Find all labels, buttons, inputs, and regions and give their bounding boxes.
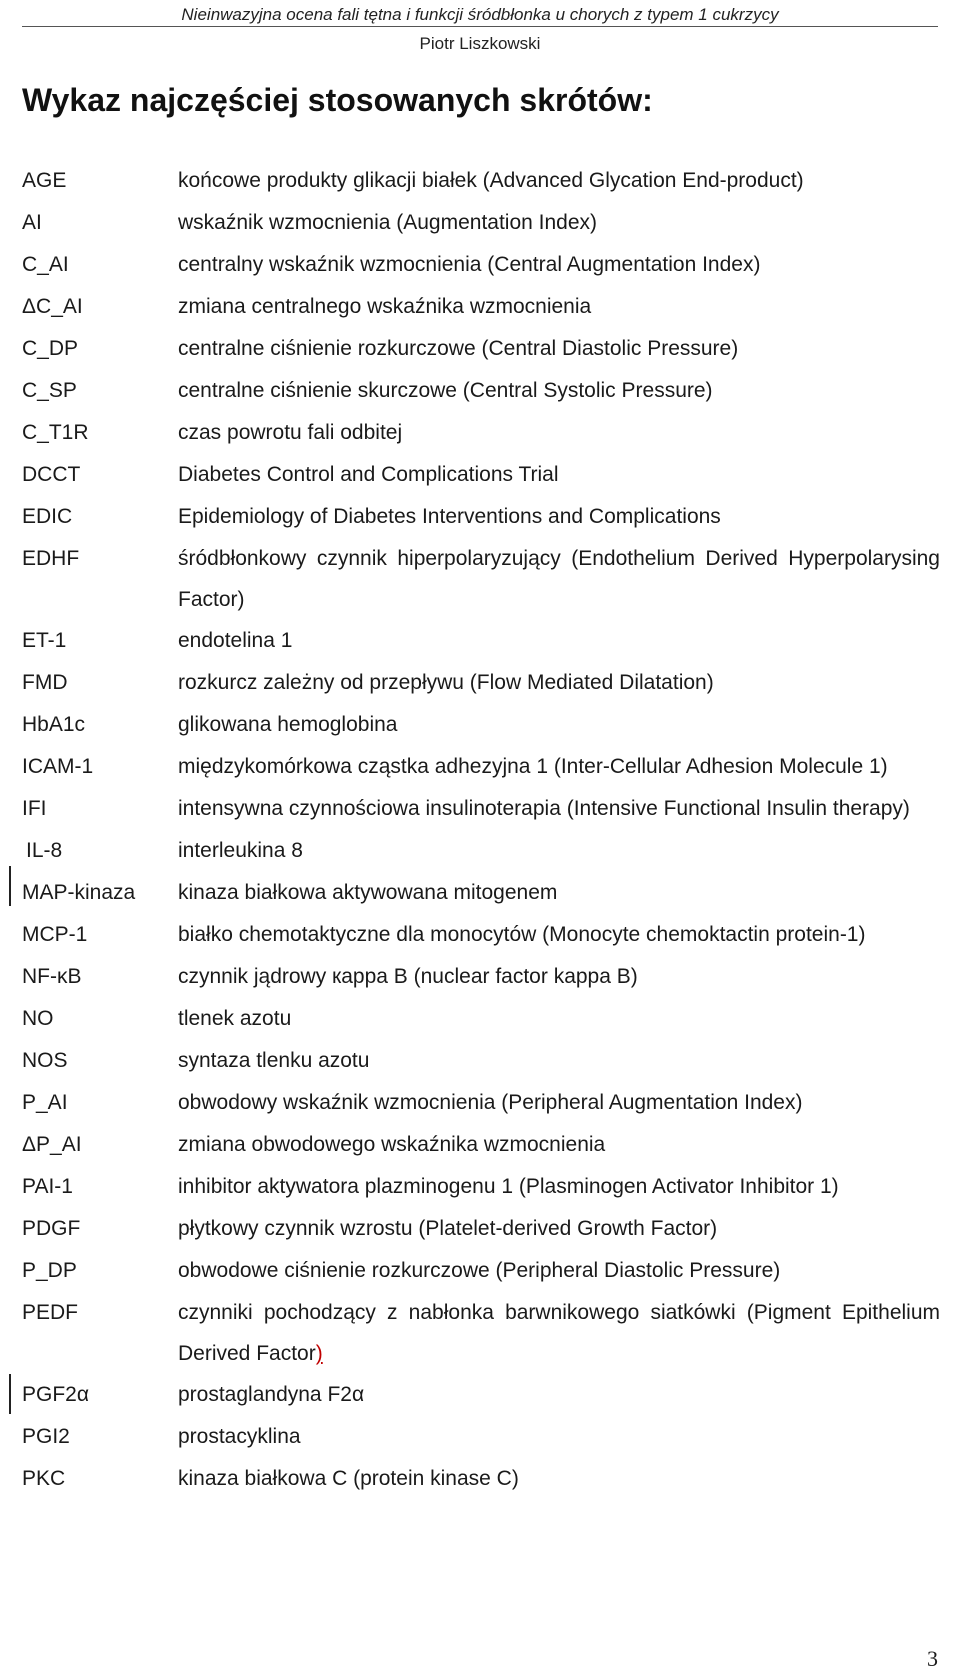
list-item <box>22 872 940 914</box>
list-item <box>22 160 940 202</box>
abbreviation: PEDF <box>22 1301 79 1324</box>
definition: Diabetes Control and Complications Trial <box>178 463 559 486</box>
definition: białko chemotaktyczne dla monocytów (Monocyte chemoktactin protein-1) <box>178 923 866 946</box>
abbreviation: C_AI <box>22 253 69 276</box>
list-item <box>22 998 940 1040</box>
abbreviation: MAP-kinaza <box>22 881 136 904</box>
definition: centralny wskaźnik wzmocnienia (Central Augmentation Index) <box>178 253 761 276</box>
definition: czynnik jądrowy кappa B (nuclear factor kappa B) <box>178 965 638 988</box>
list-item <box>22 202 940 244</box>
definition-text: czynniki pochodzący z nabłonka barwnikowego siatkówki (Pigment Epithelium Derived Factor <box>178 1301 940 1365</box>
tracked-change-mark: ) <box>315 1342 323 1365</box>
abbreviation: PAI-1 <box>22 1175 73 1198</box>
abbreviation: C_SP <box>22 379 77 402</box>
list-item <box>22 1208 940 1250</box>
abbreviation: EDHF <box>22 547 80 570</box>
abbreviation: P_AI <box>22 1091 68 1114</box>
change-bar <box>9 1374 11 1414</box>
list-item <box>22 370 940 412</box>
definition: czas powrotu fali odbitej <box>178 421 403 444</box>
abbreviation: DCCT <box>22 463 81 486</box>
definition <box>178 1292 940 1374</box>
definition: tlenek azotu <box>178 1007 292 1030</box>
list-item <box>22 412 940 454</box>
definition: prostaglandyna F2α <box>178 1383 365 1406</box>
abbreviation: PDGF <box>22 1217 81 1240</box>
definition: zmiana centralnego wskaźnika wzmocnienia <box>178 295 592 318</box>
definition: centralne ciśnienie rozkurczowe (Central Diastolic Pressure) <box>178 337 739 360</box>
list-item <box>22 1458 940 1500</box>
definition: kinaza białkowa C (protein kinase C) <box>178 1467 519 1490</box>
running-title: Nieinwazyjna ocena fali tętna i funkcji śródbłonka u chorych z typem 1 cukrzycy <box>181 5 779 24</box>
list-item <box>22 1250 940 1292</box>
list-item <box>22 496 940 538</box>
abbreviation: ET-1 <box>22 629 67 652</box>
definition: międzykomórkowa cząstka adhezyjna 1 (Inter-Cellular Adhesion Molecule 1) <box>178 755 888 778</box>
abbreviation: NF-κB <box>22 965 82 988</box>
list-item <box>22 956 940 998</box>
abbreviation: MCP-1 <box>22 923 88 946</box>
list-item <box>22 1040 940 1082</box>
list-item <box>22 788 940 830</box>
abbreviation: NOS <box>22 1049 68 1072</box>
abbreviation: IFI <box>22 797 47 820</box>
change-bar <box>9 866 11 906</box>
abbreviation: HbA1c <box>22 713 86 736</box>
list-item <box>22 1166 940 1208</box>
list-item <box>22 704 940 746</box>
definition: rozkurcz zależny od przepływu (Flow Mediated Dilatation) <box>178 671 714 694</box>
definition: endotelina 1 <box>178 629 293 652</box>
definition: zmiana obwodowego wskaźnika wzmocnienia <box>178 1133 606 1156</box>
page-number: 3 <box>927 1646 938 1671</box>
definition: kinaza białkowa aktywowana mitogenem <box>178 881 558 904</box>
abbreviation: ΔP_AI <box>22 1133 82 1156</box>
list-item <box>22 1082 940 1124</box>
abbreviation: PGI2 <box>22 1425 70 1448</box>
abbreviation: EDIC <box>22 505 73 528</box>
list-item <box>22 746 940 788</box>
definition: inhibitor aktywatora plazminogenu 1 (Plasminogen Activator Inhibitor 1) <box>178 1175 839 1198</box>
definition: centralne ciśnienie skurczowe (Central Systolic Pressure) <box>178 379 713 402</box>
page-header <box>22 0 938 55</box>
definition: Epidemiology of Diabetes Interventions and Complications <box>178 505 721 528</box>
running-author: Piotr Liszkowski <box>419 34 541 53</box>
definition: glikowana hemoglobina <box>178 713 398 736</box>
list-item <box>22 244 940 286</box>
definition: płytkowy czynnik wzrostu (Platelet-derived Growth Factor) <box>178 1217 718 1240</box>
definition: obwodowe ciśnienie rozkurczowe (Peripheral Diastolic Pressure) <box>178 1259 781 1282</box>
definition: obwodowy wskaźnik wzmocnienia (Peripheral Augmentation Index) <box>178 1091 803 1114</box>
abbreviation: C_DP <box>22 337 79 360</box>
abbreviation: C_T1R <box>22 421 89 444</box>
list-item <box>22 1124 940 1166</box>
abbreviation: P_DP <box>22 1259 77 1282</box>
list-item <box>22 286 940 328</box>
list-item <box>22 662 940 704</box>
definition: śródbłonkowy czynnik hiperpolaryzujący (Endothelium Derived Hyperpolarysing Factor) <box>178 547 940 611</box>
list-item <box>22 620 940 662</box>
definition: intensywna czynnościowa insulinoterapia (Intensive Functional Insulin therapy) <box>178 797 910 820</box>
abbreviation: FMD <box>22 671 68 694</box>
list-item <box>22 328 940 370</box>
abbreviation: IL-8 <box>26 839 63 862</box>
definition: wskaźnik wzmocnienia (Augmentation Index) <box>178 211 598 234</box>
abbreviation: PGF2α <box>22 1383 89 1406</box>
definition: syntaza tlenku azotu <box>178 1049 370 1072</box>
list-item <box>22 1292 940 1374</box>
abbreviation: ΔC_AI <box>22 295 83 318</box>
page-title: Wykaz najczęściej stosowanych skrótów: <box>22 82 653 118</box>
abbreviation: NO <box>22 1007 54 1030</box>
abbreviation: AGE <box>22 169 67 192</box>
abbreviation: AI <box>22 211 42 234</box>
header-rule <box>22 26 938 27</box>
list-item <box>22 538 940 620</box>
definition: interleukina 8 <box>178 839 303 862</box>
list-item <box>22 914 940 956</box>
list-item <box>22 1416 940 1458</box>
list-item <box>22 454 940 496</box>
abbreviation-list <box>22 160 940 1500</box>
abbreviation: PKC <box>22 1467 66 1490</box>
abbreviation: ICAM-1 <box>22 755 94 778</box>
list-item <box>22 830 940 872</box>
definition: końcowe produkty glikacji białek (Advanced Glycation End-product) <box>178 169 804 192</box>
definition: prostacyklina <box>178 1425 301 1448</box>
list-item <box>22 1374 940 1416</box>
